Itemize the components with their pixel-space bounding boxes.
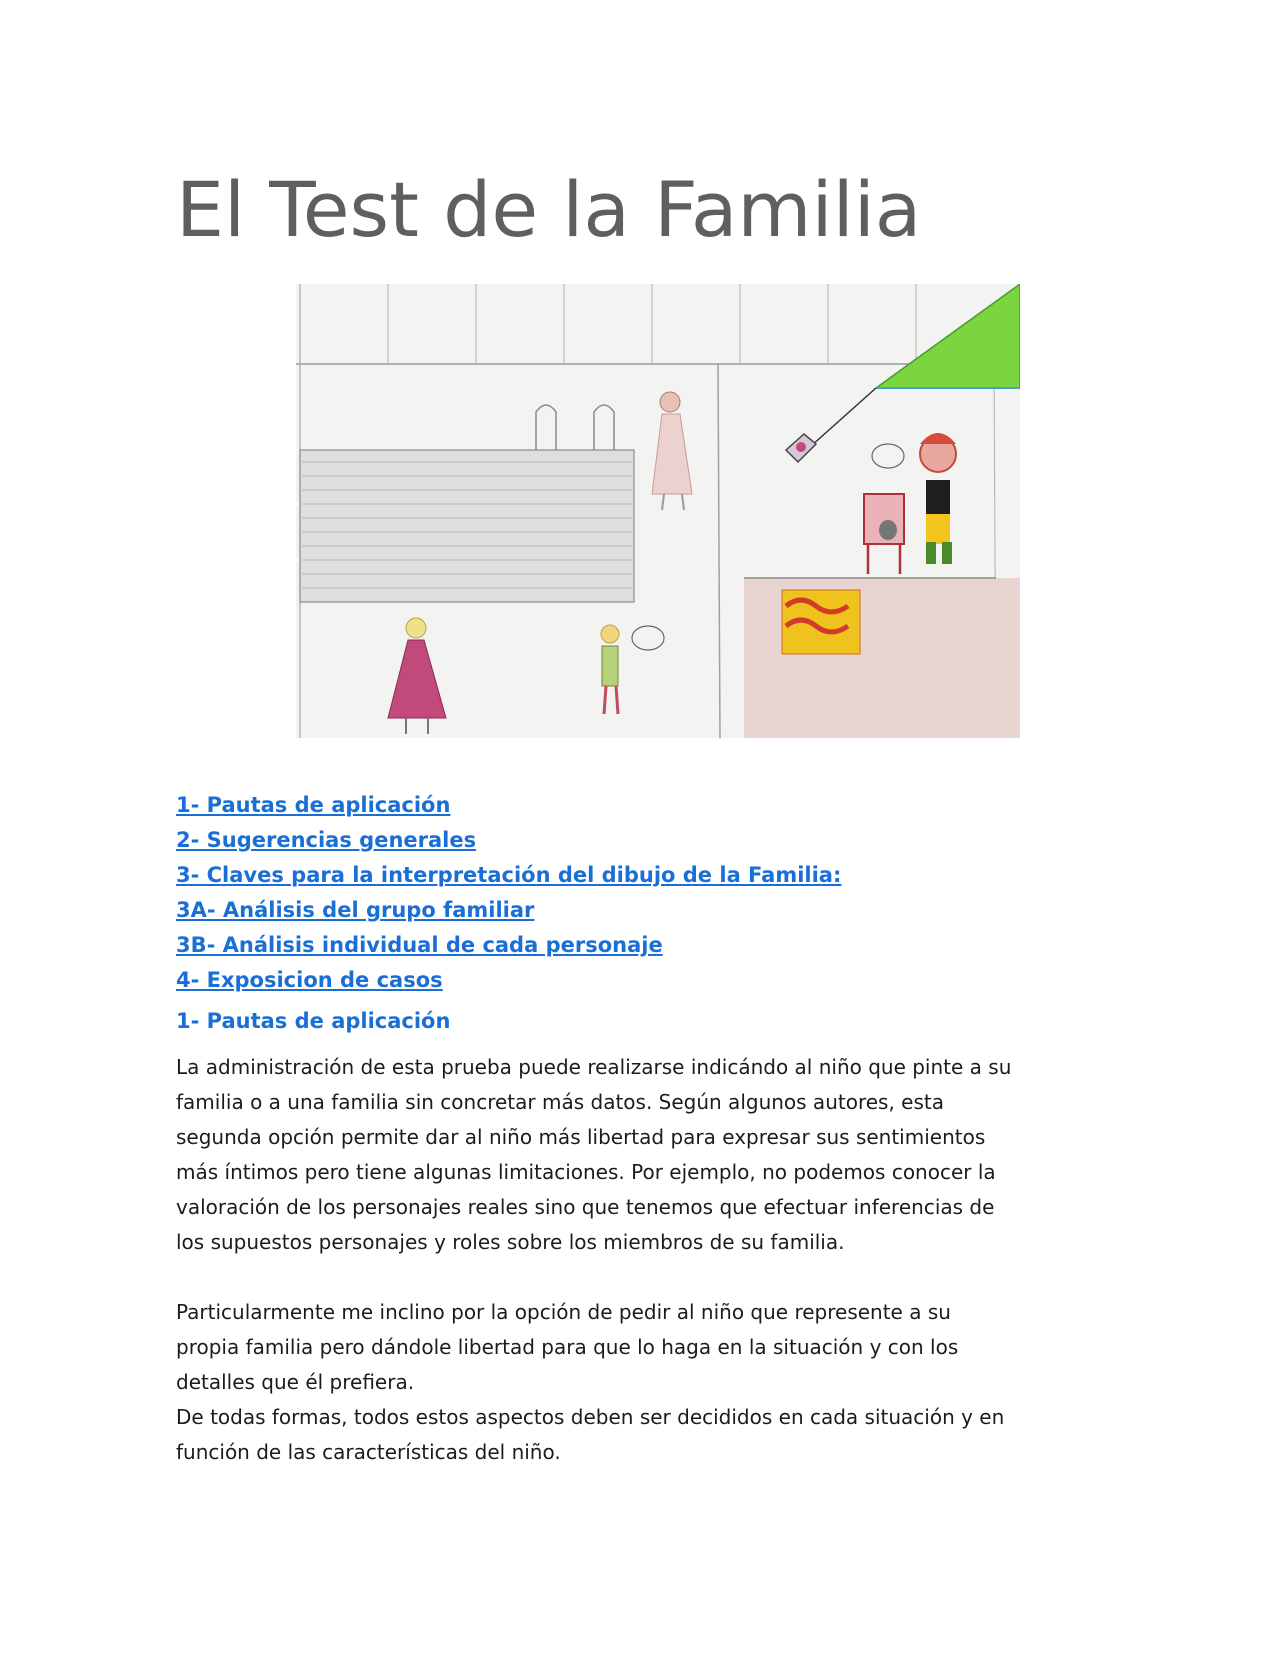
toc-item bbox=[176, 963, 841, 998]
toc-item bbox=[176, 858, 841, 893]
toc-link-sugerencias[interactable]: 2- Sugerencias generales bbox=[176, 828, 477, 852]
paragraph-administracion bbox=[176, 1050, 1106, 1260]
toc-link-claves[interactable]: 3- Claves para la interpretación del dibujo de la Familia: bbox=[176, 863, 842, 887]
paragraph-line: Particularmente me inclino por la opción de pedir al niño que represente a su bbox=[176, 1300, 951, 1324]
paragraph-line: valoración de los personajes reales sino que tenemos que efectuar inferencias de bbox=[176, 1195, 995, 1219]
toc-link-analisis-individual[interactable]: 3B- Análisis individual de cada personaje bbox=[176, 933, 663, 957]
toc-link-exposicion-casos[interactable]: 4- Exposicion de casos bbox=[176, 968, 443, 992]
toc-item bbox=[176, 788, 841, 823]
toc-item bbox=[176, 928, 841, 963]
family-drawing-image bbox=[296, 284, 1020, 738]
toc-item bbox=[176, 893, 841, 928]
paragraph-line: más íntimos pero tiene algunas limitaciones. Por ejemplo, no podemos conocer la bbox=[176, 1160, 996, 1184]
paragraph-line: detalles que él prefiera. bbox=[176, 1370, 415, 1394]
paragraph-line: La administración de esta prueba puede realizarse indicándo al niño que pinte a su bbox=[176, 1055, 1012, 1079]
table-of-contents bbox=[176, 788, 841, 998]
toc-link-grupo-familiar[interactable]: 3A- Análisis del grupo familiar bbox=[176, 898, 535, 922]
toc-link-pautas[interactable]: 1- Pautas de aplicación bbox=[176, 793, 451, 817]
toc-item bbox=[176, 823, 841, 858]
paragraph-line: los supuestos personajes y roles sobre los miembros de su familia. bbox=[176, 1230, 845, 1254]
paragraph-line: propia familia pero dándole libertad para que lo haga en la situación y con los bbox=[176, 1335, 959, 1359]
paragraph-preferencia bbox=[176, 1295, 1106, 1470]
document-title: El Test de la Familia bbox=[176, 165, 922, 254]
section-heading-pautas: 1- Pautas de aplicación bbox=[176, 1009, 451, 1033]
paragraph-line: familia o a una familia sin concretar más datos. Según algunos autores, esta bbox=[176, 1090, 944, 1114]
child-family-drawing-icon bbox=[296, 284, 1020, 738]
paragraph-line: segunda opción permite dar al niño más libertad para expresar sus sentimientos bbox=[176, 1125, 986, 1149]
paragraph-line: De todas formas, todos estos aspectos deben ser decididos en cada situación y en bbox=[176, 1405, 1005, 1429]
paragraph-line: función de las características del niño. bbox=[176, 1440, 561, 1464]
